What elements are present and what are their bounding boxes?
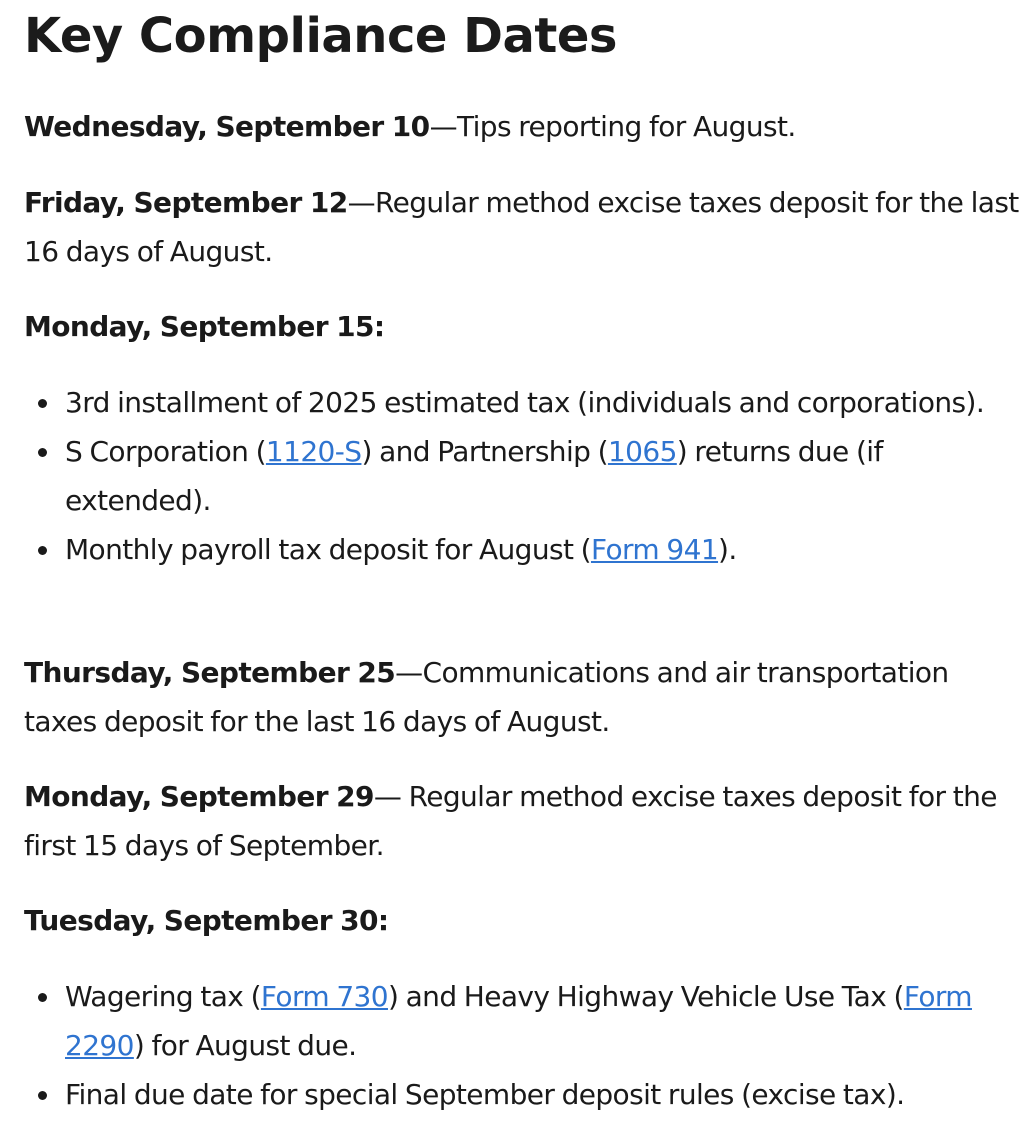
list-item: Monthly payroll tax deposit for August (Form 941). [65, 525, 1019, 574]
date-entry-sep10 [24, 102, 1019, 151]
date-label: Thursday, September 25 [24, 656, 396, 689]
page-title: Key Compliance Dates [24, 8, 617, 64]
list-item: S Corporation (1120-S) and Partnership (1065) returns due (if extended). [65, 427, 1019, 525]
date-description: — Regular method excise taxes deposit for the first 15 days of September. [24, 780, 997, 862]
date-label: Wednesday, September 10 [24, 110, 430, 143]
date-label: Monday, September 15: [24, 310, 385, 343]
date-description: —Tips reporting for August. [429, 110, 796, 143]
form-2290-link[interactable]: Form 2290 [65, 980, 972, 1062]
date-label: Friday, September 12 [24, 186, 348, 219]
form-1120s-link[interactable]: 1120-S [265, 435, 362, 468]
date-entry-sep12 [24, 178, 1019, 276]
list-item: Final due date for special September deposit rules (excise tax). [65, 1070, 1019, 1119]
form-730-link[interactable]: Form 730 [260, 980, 388, 1013]
date-entry-sep15 [24, 302, 1019, 351]
date-entry-sep25 [24, 648, 1019, 746]
date-entry-sep29 [24, 772, 1019, 870]
date-description: —Communications and air transportation taxes deposit for the last 16 days of August. [24, 656, 949, 738]
form-1065-link[interactable]: 1065 [607, 435, 677, 468]
sep15-list [24, 378, 1019, 574]
form-941-link[interactable]: Form 941 [590, 533, 719, 566]
date-label: Tuesday, September 30: [24, 904, 389, 937]
date-entry-sep30 [24, 896, 1019, 945]
date-label: Monday, September 29 [24, 780, 374, 813]
list-item: Wagering tax (Form 730) and Heavy Highway Vehicle Use Tax (Form 2290) for August due. [65, 972, 1019, 1070]
list-item: 3rd installment of 2025 estimated tax (individuals and corporations). [65, 378, 1019, 427]
sep30-list [24, 972, 1019, 1119]
date-description: —Regular method excise taxes deposit for the last 16 days of August. [24, 186, 1019, 268]
